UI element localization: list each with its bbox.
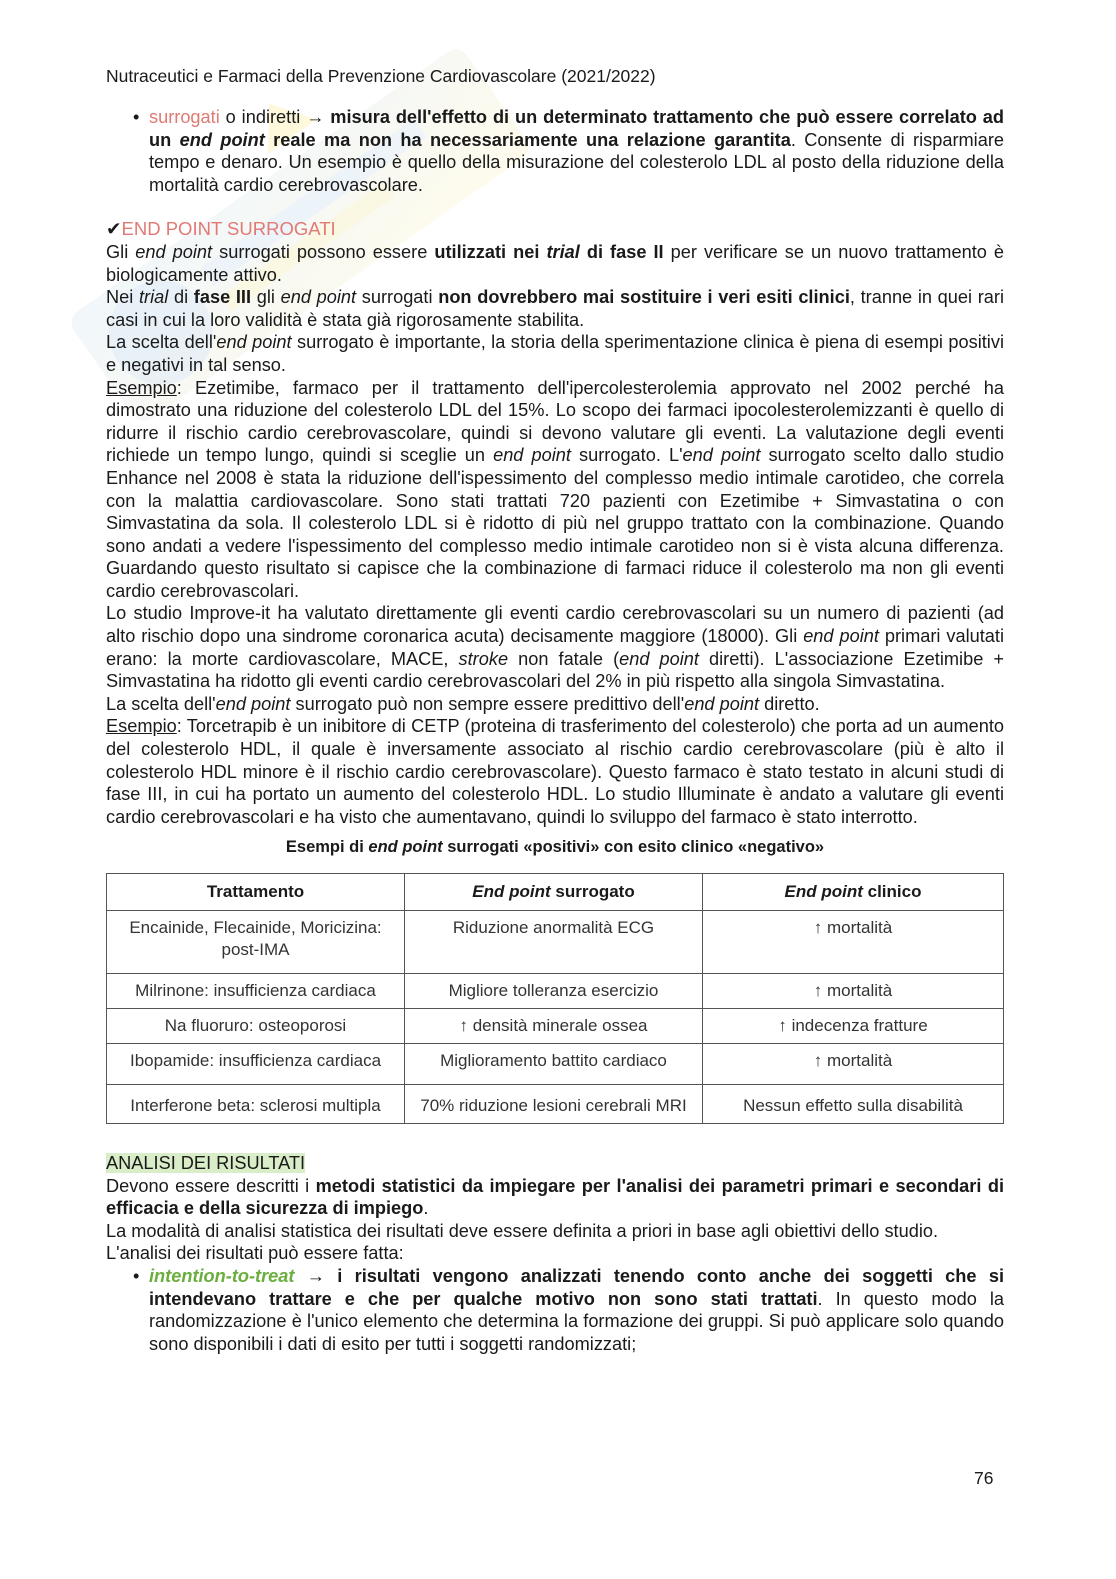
table-cell: Milrinone: insufficienza cardiaca (107, 974, 405, 1009)
table-row (107, 974, 1004, 1009)
table-cell: Interferone beta: sclerosi multipla (107, 1085, 405, 1124)
table-cell: Nessun effetto sulla disabilità (703, 1085, 1004, 1124)
arrow-icon: → (306, 1265, 325, 1286)
section-analisi-dei-risultati (106, 1152, 1004, 1355)
analisi-paragraph-1: Devono essere descritti i metodi statistici da impiegare per l'analisi dei parametri primari e secondari di efficacia e della sicurezza di impiego. (106, 1175, 1004, 1219)
analisi-paragraph-3: L'analisi dei risultati può essere fatta: (106, 1243, 404, 1264)
bullet-surrogati (106, 106, 1004, 196)
table-row (107, 1009, 1004, 1044)
paragraph-6: La scelta dell'end point surrogato può non sempre essere predittivo dell'end point diretto. (106, 693, 820, 714)
bold-text: reale ma non ha necessariamente una relazione garantita (264, 129, 791, 150)
header-trattamento: Trattamento (107, 874, 405, 911)
bullet-dot: • (133, 1265, 140, 1286)
table-row (107, 911, 1004, 974)
section-title: END POINT SURROGATI (121, 218, 336, 240)
page-number: 76 (974, 1468, 994, 1488)
running-header: Nutraceutici e Farmaci della Prevenzione Cardiovascolare (2021/2022) (106, 66, 656, 86)
table-header-row (107, 874, 1004, 911)
surrogate-endpoints-table (106, 873, 1004, 1124)
table-cell: Migliore tolleranza esercizio (405, 974, 703, 1009)
table-cell: ↑ mortalità (703, 911, 1004, 974)
table-cell: ↑ mortalità (703, 974, 1004, 1009)
term-surrogati: surrogati (149, 107, 220, 127)
table-cell: Na fluoruro: osteoporosi (107, 1009, 405, 1044)
paragraph-1: Gli end point surrogati possono essere utilizzati nei trial di fase II per verificare se un nuovo trattamento è biologicamente attivo. (106, 241, 1005, 285)
table-cell: Miglioramento battito cardiaco (405, 1044, 703, 1085)
table-cell: ↑ mortalità (703, 1044, 1004, 1085)
section-heading-end-point-surrogati (106, 218, 1004, 241)
text: . Consente di risparmiare tempo e denaro. Un esempio è quello della misurazione del colesterolo LDL al posto della riduzione della mortalità cardio cerebrovascolare. (149, 129, 1004, 195)
bold-italic-text: end point (179, 129, 265, 150)
table-row (107, 1085, 1004, 1124)
header-end-point-surrogato: End point surrogato (405, 874, 703, 911)
paragraph-esempio-ezetimibe: Esempio: Ezetimibe, farmaco per il trattamento dell'ipercolesterolemia approvato nel 2002 perché ha dimostrato una riduzione del colesterolo LDL del 15%. Lo scopo dei farmaci ipocolesterolemizzanti è quello di ridurre il rischio cardio cerebrovascolare, quindi si devono valutare gli eventi. La valutazione degli eventi richiede un tempo lungo, quindi si sceglie un end point surrogato. L'end point surrogato scelto dallo studio Enhance nel 2008 è stata la riduzione dell'ispessimento del complesso medio intimale carotideo, che correla con la malattia cardiovascolare. Sono stati trattati 720 pazienti con Ezetimibe + Simvastatina o con Simvastatina da sola. Il colesterolo LDL si è ridotto di più nel gruppo trattato con la combinazione. Quando sono andati a vedere l'ispessimento del complesso medio intimale carotideo non si è vista alcuna differenza. Guardando questo risultato si capisce che la combinazione di farmaci riduce il colesterolo ma non gli eventi cardio cerebrovascolari. (106, 377, 1004, 601)
bold-text: misura dell'effetto di un determinato trattamento che può essere correlato ad un (149, 107, 1004, 150)
text: o indiretti (219, 107, 307, 127)
analisi-paragraph-2: La modalità di analisi statistica dei risultati deve essere definita a priori in base agli obiettivi dello studio. (106, 1220, 939, 1241)
paragraph-2: Nei trial di fase III gli end point surrogati non dovrebbero mai sostituire i veri esiti clinici, tranne in quei rari casi in cui la loro validità è stata già rigorosamente stabilita. (106, 287, 1005, 330)
paragraph-3: La scelta dell'end point surrogato è importante, la storia della sperimentazione clinica è piena di esempi positivi e negativi in tal senso. (106, 332, 1004, 375)
table-cell: ↑ indecenza fratture (703, 1009, 1004, 1044)
table-cell: Ibopamide: insufficienza cardiaca (107, 1044, 405, 1085)
table-cell: 70% riduzione lesioni cerebrali MRI (405, 1085, 703, 1124)
arrow-icon: → (306, 107, 325, 127)
table-row (107, 1044, 1004, 1085)
table-cell: Encainide, Flecainide, Moricizina: post-IMA (107, 911, 405, 974)
table-caption: Esempi di end point surrogati «positivi» con esito clinico «negativo» (285, 838, 825, 857)
paragraph-improve-it: Lo studio Improve-it ha valutato direttamente gli eventi cardio cerebrovascolari su un numero di pazienti (ad alto rischio dopo una sindrome coronarica acuta) decisamente maggiore (18000). Gli end point primari valutati erano: la morte cardiovascolare, MACE, stroke non fatale (end point diretti). L'associazione Ezetimibe + Simvastatina ha ridotto gli eventi cardio cerebrovascolari del 2% in più rispetto alla singola Simvastatina. (106, 603, 1004, 692)
section-title-analisi: ANALISI DEI RISULTATI (106, 1153, 306, 1173)
paragraph-esempio-torcetrapib: Esempio: Torcetrapib è un inibitore di CETP (proteina di trasferimento del colesterolo) che porta ad un aumento del colesterolo HDL, il quale è inversamente associato al rischio cardio cerebrovascolare (più è alto il colesterolo HDL minore è il rischio cardio cerebrovascolare). Questo farmaco è stato testato in alcuni studi di fase III, in cui ha portato un aumento del colesterolo HDL. Lo studio Illuminate è andato a valutare gli eventi cardio cerebrovascolari e ha visto che aumentavano, quindi lo sviluppo del farmaco è stato interrotto. (106, 716, 1004, 827)
table-cell: ↑ densità minerale ossea (405, 1009, 703, 1044)
bullet-dot: • (133, 107, 140, 127)
table-cell: Riduzione anormalità ECG (405, 911, 703, 974)
bullet-intention-to-treat: • intention-to-treat → i risultati vengono analizzati tenendo conto anche dei soggetti che si intendevano trattare e che per qualche motivo non sono stati trattati. In questo modo la randomizzazione è l'unico elemento che determina la formazione dei gruppi. Si può applicare solo quando sono disponibili i dati di esito per tutti i soggetti randomizzati; (133, 1265, 1004, 1354)
term-intention-to-treat: intention-to-treat (149, 1265, 295, 1286)
header-end-point-clinico: End point clinico (703, 874, 1004, 911)
checkmark-icon: ✔ (106, 218, 122, 240)
page-content (106, 106, 1004, 1355)
